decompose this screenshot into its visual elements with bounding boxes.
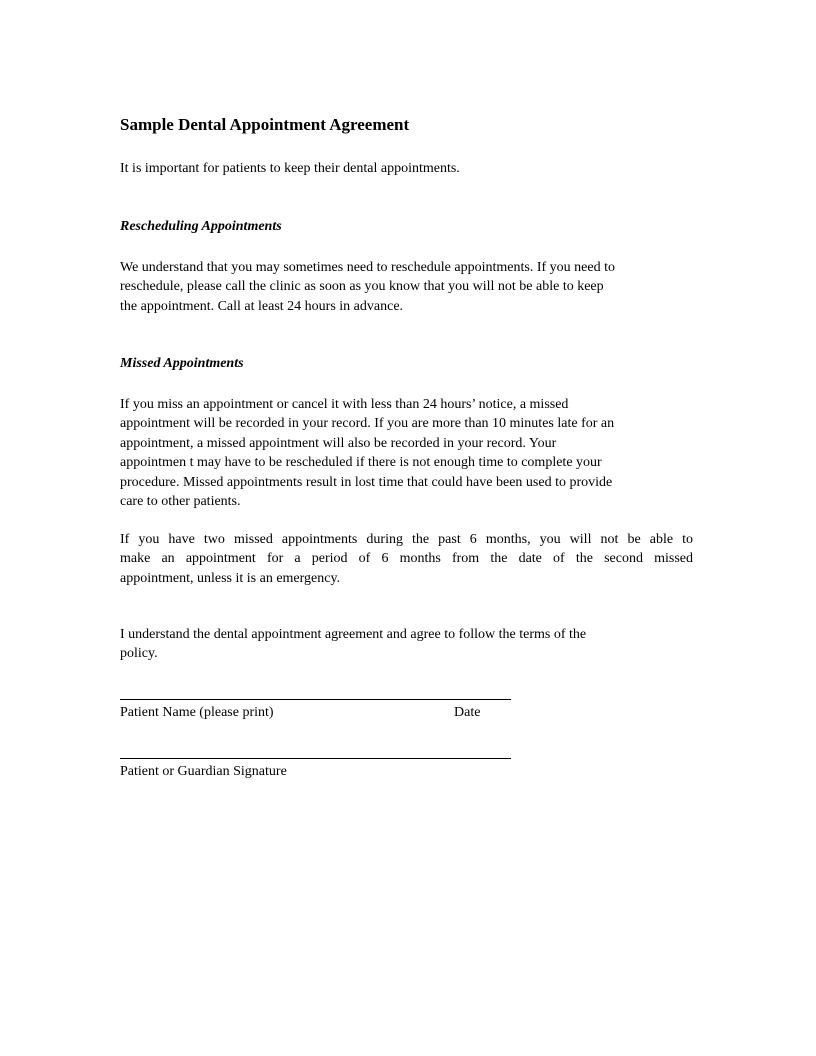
paragraph-line: procedure. Missed appointments result in lost time that could have been used to provide [120, 474, 613, 490]
paragraph-line: care to other patients. [120, 494, 241, 510]
paragraph-line: appointment, unless it is an emergency. [120, 570, 341, 586]
paragraph-line: We understand that you may sometimes need to reschedule appointments. If you need to [120, 260, 615, 275]
patient-name-line [120, 699, 511, 700]
document-title: Sample Dental Appointment Agreement [120, 115, 410, 134]
paragraph-line: make an appointment for a period of 6 months from the date of the second missed [120, 551, 693, 567]
paragraph-line: If you miss an appointment or cancel it with less than 24 hours’ notice, a missed [120, 397, 569, 412]
paragraph-line: I understand the dental appointment agreement and agree to follow the terms of the [120, 627, 587, 642]
paragraph-line: appointment will be recorded in your record. If you are more than 10 minutes late for an [120, 416, 615, 432]
paragraph-line: policy. [120, 646, 158, 662]
rescheduling-paragraph [120, 258, 615, 316]
paragraph-line: the appointment. Call at least 24 hours in advance. [120, 298, 404, 314]
section-heading-rescheduling: Rescheduling Appointments [120, 219, 282, 234]
missed-paragraph-2 [120, 530, 693, 588]
agreement-paragraph [120, 625, 586, 664]
date-label: Date [454, 705, 481, 720]
paragraph-line: appointmen t may have to be rescheduled if there is not enough time to complete your [120, 455, 602, 471]
paragraph-line: If you have two missed appointments during the past 6 months, you will not be able to [120, 532, 693, 547]
paragraph-line: reschedule, please call the clinic as soon as you know that you will not be able to keep [120, 279, 604, 295]
signature-label: Patient or Guardian Signature [120, 764, 287, 779]
signature-line [120, 758, 511, 759]
paragraph-line: appointment, a missed appointment will also be recorded in your record. Your [120, 435, 557, 451]
patient-name-label: Patient Name (please print) [120, 705, 274, 720]
intro-text: It is important for patients to keep their dental appointments. [120, 161, 460, 176]
section-heading-missed: Missed Appointments [120, 356, 244, 371]
missed-paragraph [120, 395, 614, 511]
